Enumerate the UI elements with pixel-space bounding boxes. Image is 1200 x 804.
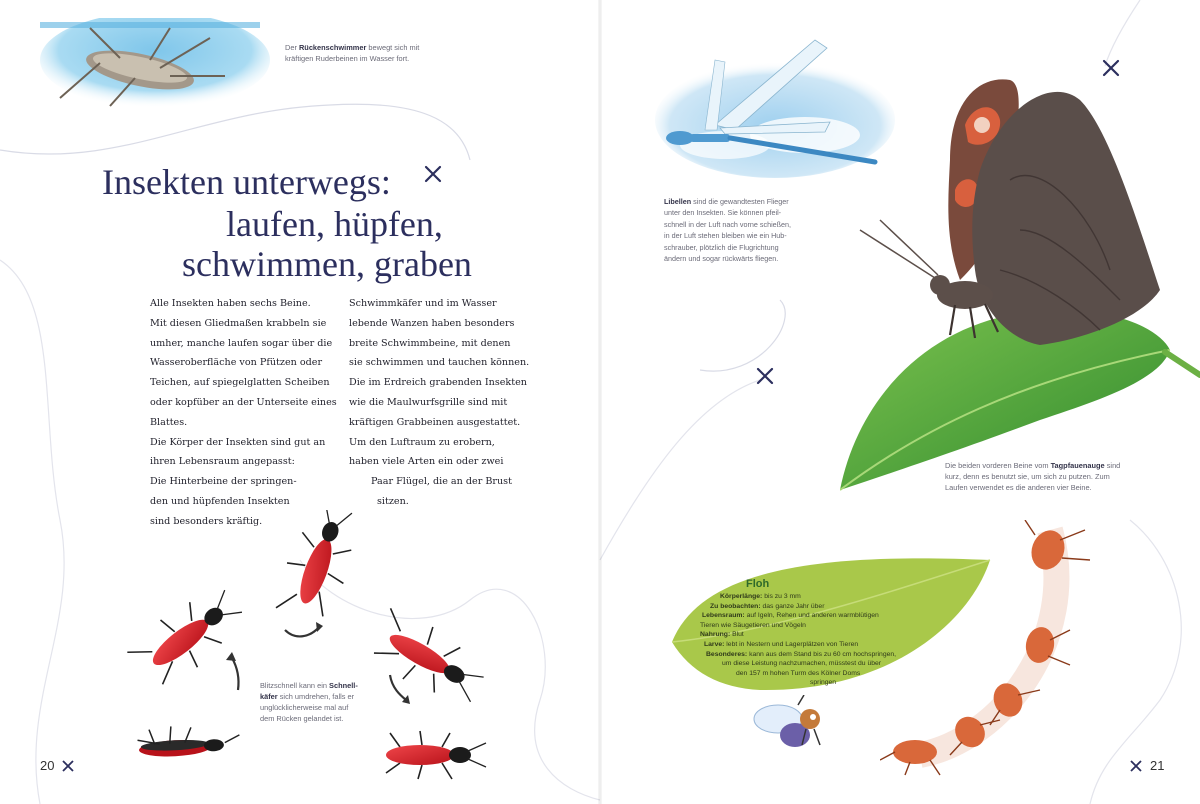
body-line: ihren Lebensraum angepasst: xyxy=(150,456,295,468)
right-page xyxy=(600,0,1200,804)
click-beetle-illustrations xyxy=(120,510,500,790)
body-line: Mit diesen Gliedmaßen krabbeln sie xyxy=(150,317,327,329)
butterfly-caption: Die beiden vorderen Beine vom Tagpfauenauge sind kurz, denn es benutzt sie, um sich zu putzen. Zum Laufen verwendet es die anderen vier Beine. xyxy=(945,461,1121,492)
body-line: sie schwimmen und tauchen können. xyxy=(349,357,530,369)
page-number-right: 21 xyxy=(1128,758,1164,773)
flea-box-facts: Körperlänge: bis zu 3 mm Zu beobachten: das ganze Jahr über Lebensraum: auf Igeln, Rehen und anderen warmblütigen Tieren wie Säugetieren und Vögeln Nahrung: Blut Larve: lebt in Nestern und Lagerplätzen von Tieren Besonderes: kann aus dem Stand bis zu 60 cm hochspringen, um diese Leistung nachzumachen, müsstest du über den 157 m hohen Turm des Kölner Doms springen xyxy=(700,593,897,687)
flea-box-title: Floh xyxy=(746,578,770,590)
body-line: Die Hinterbeine der springen- xyxy=(150,476,297,488)
page-title-line2: laufen, hüpfen, xyxy=(226,204,443,244)
body-line: Wasseroberfläche von Pfützen oder xyxy=(150,357,323,369)
body-line: Blattes. xyxy=(150,416,188,428)
body-line: Schwimmkäfer und im Wasser xyxy=(349,298,497,309)
small-insect-icon xyxy=(1128,759,1144,773)
body-column-2 xyxy=(349,294,549,512)
body-line: kräftigen Grabbeinen ausgestattet. xyxy=(349,416,521,428)
flea-jump-sequence xyxy=(880,520,1110,780)
dragonfly-caption: Libellen sind die gewandtesten Flieger unter den Insekten. Sie können pfeil- schnell in der Luft nach vorne schießen, in der Luft stehen bleiben wie ein Hub- schrauber, plötzlich die Flugrichtung ändern und sogar rückwärts fliegen. xyxy=(664,197,792,264)
small-insect-icon xyxy=(754,366,776,386)
body-column-1 xyxy=(150,294,350,532)
body-line: umher, manche laufen sogar über die xyxy=(150,337,333,349)
body-line: wie die Maulwurfsgrille sind mit xyxy=(349,396,508,408)
body-line: den und hüpfenden Insekten xyxy=(150,495,290,507)
body-line: breite Schwimmbeine, mit denen xyxy=(349,337,511,349)
body-line: lebende Wanzen haben besonders xyxy=(349,317,515,329)
peacock-butterfly-illustration xyxy=(840,70,1200,500)
small-insect-icon xyxy=(60,759,76,773)
body-line: haben viele Arten ein oder zwei xyxy=(349,456,504,468)
page-number-left: 20 xyxy=(40,758,76,773)
click-beetle-caption: Blitzschnell kann ein Schnell- käfer sich umdrehen, falls er unglücklicherweise mal auf dem Rücken gelandet ist. xyxy=(260,681,358,723)
page-title-line3: schwimmen, graben xyxy=(182,244,472,284)
body-line: sind besonders kräftig. xyxy=(150,515,263,527)
body-line: Die Körper der Insekten sind gut an xyxy=(150,436,326,448)
small-insect-icon xyxy=(422,164,444,184)
body-line: Alle Insekten haben sechs Beine. xyxy=(150,298,311,309)
page-title-line1: Insekten unterwegs: xyxy=(102,162,391,202)
backswimmer-caption: Der Rückenschwimmer bewegt sich mit kräftigen Ruderbeinen im Wasser fort. xyxy=(285,43,420,63)
body-line: oder kopfüber an der Unterseite eines xyxy=(150,396,337,408)
cartoon-fly-illustration xyxy=(740,695,840,765)
body-line: Paar Flügel, die an der Brust xyxy=(371,476,512,488)
backswimmer-illustration xyxy=(40,18,270,118)
body-line: Die im Erdreich grabenden Insekten xyxy=(349,377,527,389)
body-line: Um den Luftraum zu erobern, xyxy=(349,436,495,448)
body-line: Teichen, auf spiegelglatten Scheiben xyxy=(150,377,330,389)
body-line: sitzen. xyxy=(377,495,409,507)
